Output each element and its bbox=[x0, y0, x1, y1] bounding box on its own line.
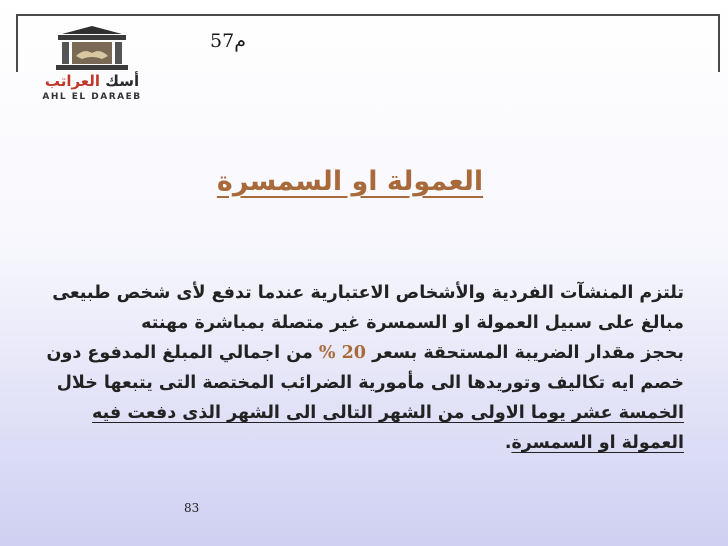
para2-start: بحجز مقدار الضريبة المستحقة بسعر bbox=[372, 343, 684, 363]
logo-latin-text: AHL EL DARAEB bbox=[42, 92, 142, 102]
header-frame-top bbox=[16, 14, 720, 16]
page-number: 83 bbox=[184, 501, 200, 515]
paragraph-2 bbox=[30, 338, 684, 458]
paragraph-1 bbox=[30, 278, 684, 338]
header-frame-right bbox=[718, 14, 720, 72]
para2-mid: من اجمالي المبلغ المدفوع دون خصم ايه تكاليف وتوريدها الى مأمورية الضرائب المختصة التى يتبعها خلال bbox=[46, 343, 684, 393]
payment-deadline: الخمسة عشر يوما الاولى من الشهر التالى الى الشهر الذى دفعت فيه العمولة او السمسرة bbox=[92, 403, 684, 453]
building-handshake-icon bbox=[36, 26, 148, 72]
logo-arabic-part1: أسك bbox=[105, 72, 140, 90]
para2-end: . bbox=[504, 433, 512, 453]
slide-body bbox=[30, 278, 684, 458]
para1-line2: لأى شخص طبيعى مبالغ على سبيل العمولة او السمسرة bbox=[52, 283, 684, 333]
slide-code: م57 bbox=[210, 30, 246, 52]
slide-title: العمولة او السمسرة bbox=[216, 166, 484, 197]
company-logo bbox=[36, 26, 148, 106]
para1-line1: تلتزم المنشآت الفردية والأشخاص الاعتبارية عندما تدفع bbox=[211, 283, 684, 303]
logo-arabic-part2: العراتب bbox=[44, 72, 101, 90]
logo-arabic-text bbox=[36, 72, 148, 90]
tax-rate: 20 % bbox=[318, 343, 366, 363]
para1-line3: غير متصلة بمباشرة مهنته bbox=[141, 313, 361, 333]
header-frame-left bbox=[16, 14, 18, 72]
